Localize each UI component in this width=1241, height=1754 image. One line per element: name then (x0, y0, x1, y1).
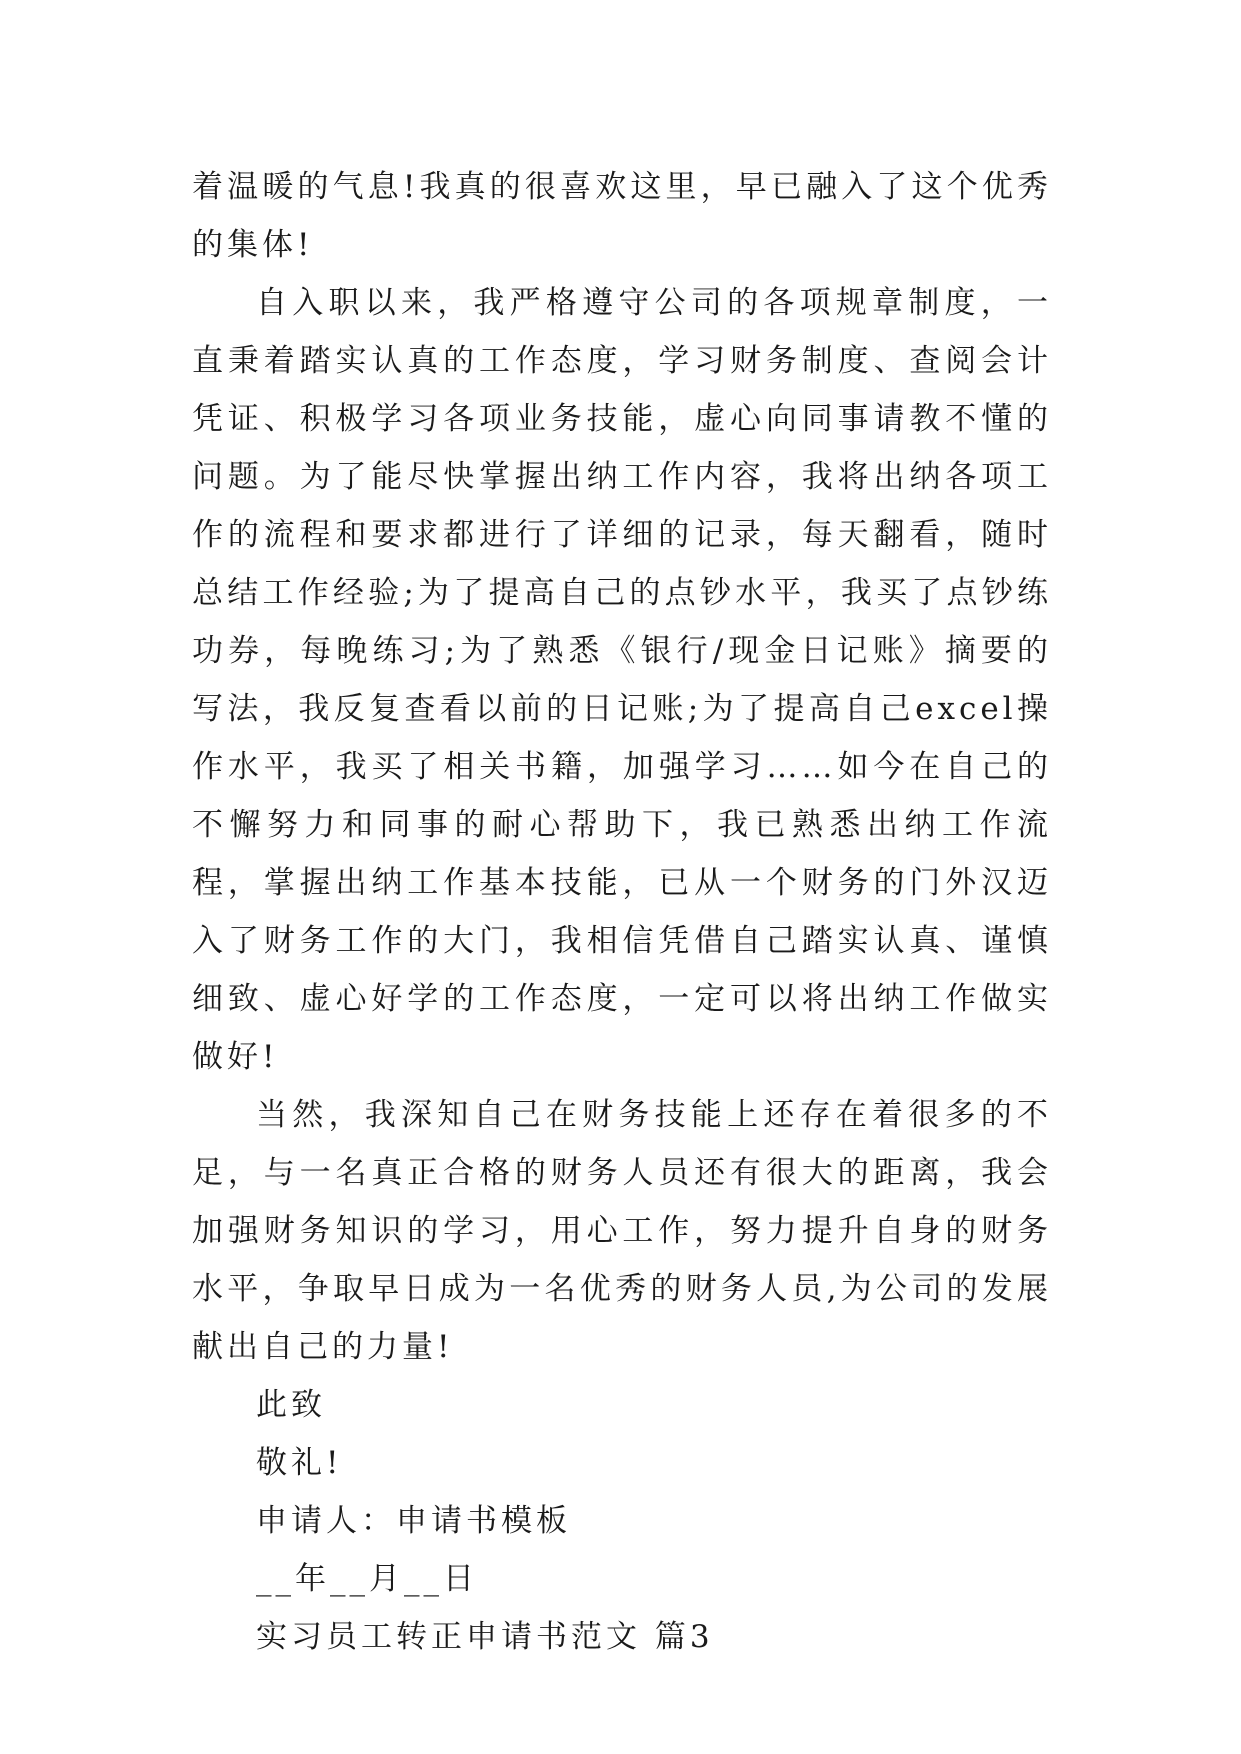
document-body (192, 158, 1052, 1666)
closing-line: 此致 (256, 1387, 326, 1423)
paragraph-work-summary: 自入职以来，我严格遵守公司的各项规章制度，一直秉着踏实认真的工作态度，学习财务制度、查阅会计凭证、积极学习各项业务技能，虚心向同事请教不懂的问题。为了能尽快掌握出纳工作内容，我将出纳各项工作的流程和要求都进行了详细的记录，每天翻看，随时总结工作经验;为了提高自己的点钞水平，我买了点钞练功券，每晚练习;为了熟悉《银行/现金日记账》摘要的写法，我反复查看以前的日记账;为了提高自己excel操作水平，我买了相关书籍，加强学习……如今在自己的不懈努力和同事的耐心帮助下，我已熟悉出纳工作流程，掌握出纳工作基本技能，已从一个财务的门外汉迈入了财务工作的大门，我相信凭借自己踏实认真、谨慎细致、虚心好学的工作态度，一定可以将出纳工作做实做好! (192, 285, 1052, 1075)
paragraph-self-assessment: 当然，我深知自己在财务技能上还存在着很多的不足，与一名真正合格的财务人员还有很大的距离，我会加强财务知识的学习，用心工作，努力提升自身的财务水平，争取早日成为一名优秀的财务人员,为公司的发展献出自己的力量! (192, 1097, 1052, 1365)
date-line: __年__月__日 (256, 1561, 478, 1597)
paragraph-continuation: 着温暖的气息!我真的很喜欢这里，早已融入了这个优秀的集体! (192, 169, 1052, 263)
salutation-line: 敬礼! (256, 1445, 343, 1481)
next-section-title: 实习员工转正申请书范文 篇3 (256, 1619, 714, 1655)
applicant-line: 申请人：申请书模板 (256, 1503, 571, 1539)
